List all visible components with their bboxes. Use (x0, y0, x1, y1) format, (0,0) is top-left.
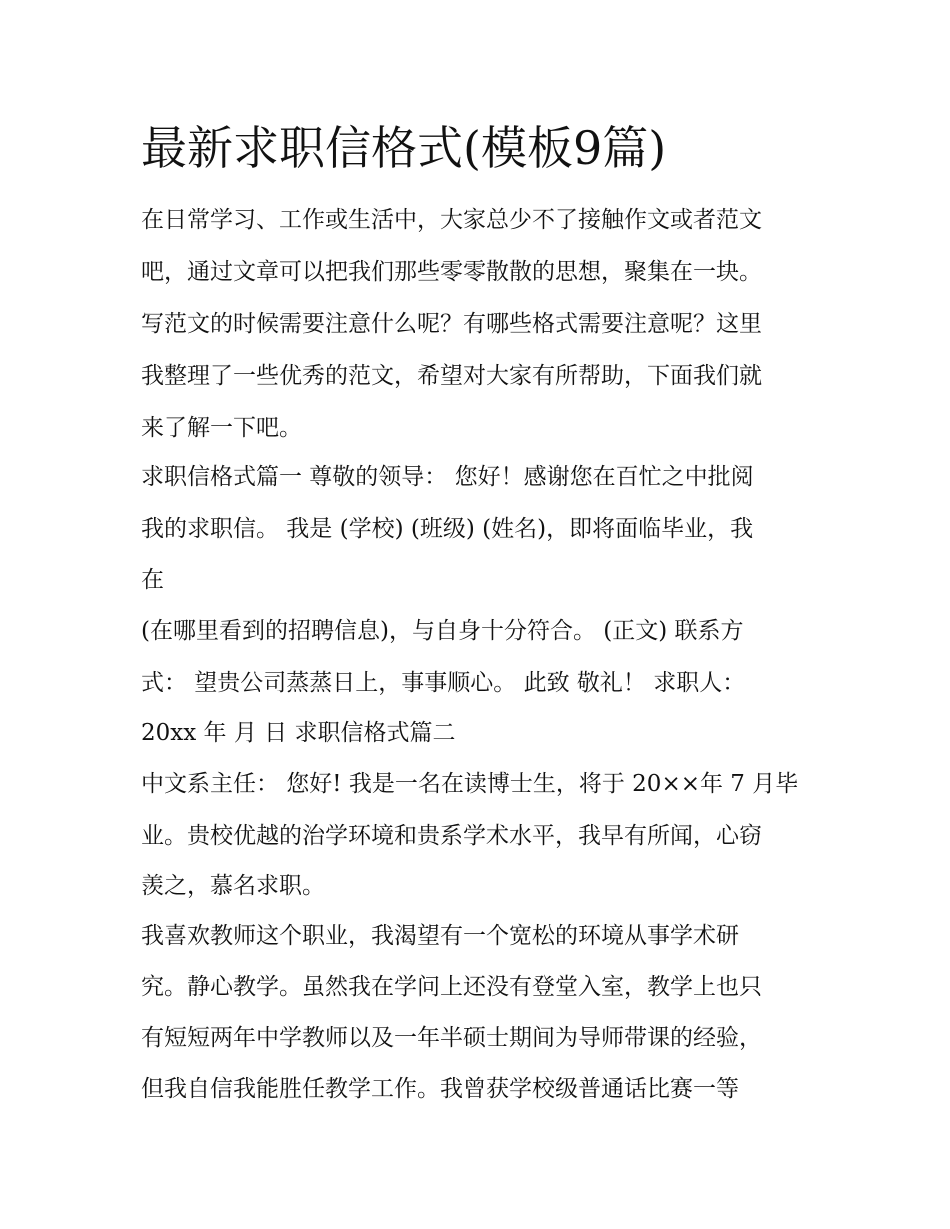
body-line: 求职信格式篇一 尊敬的领导： 您好！感谢您在百忙之中批阅 (141, 464, 754, 490)
body-line: 式： 望贵公司蒸蒸日上，事事顺心。 此致 敬礼！ 求职人： (141, 670, 746, 696)
body-line: 究。静心教学。虽然我在学问上还没有登堂入室，教学上也只 (141, 974, 762, 1000)
document-title: 最新求职信格式(模板9篇) (141, 121, 667, 175)
body-line: 中文系主任： 您好! 我是一名在读博士生，将于 20××年 7 月毕 (141, 771, 799, 797)
body-line: 业。贵校优越的治学环境和贵系学术水平，我早有所闻，心窃 (141, 823, 762, 849)
body-line: 我的求职信。 我是 (学校) (班级) (姓名)，即将面临毕业，我 (141, 516, 754, 542)
body-line: 写范文的时候需要注意什么呢？有哪些格式需要注意呢？这里 (141, 311, 762, 337)
body-line: 羡之，慕名求职。 (141, 873, 325, 899)
body-line: 我整理了一些优秀的范文，希望对大家有所帮助，下面我们就 (141, 363, 762, 389)
body-line: 在日常学习、工作或生活中，大家总少不了接触作文或者范文 (141, 207, 762, 233)
body-line: 20xx 年 月 日 求职信格式篇二 (141, 720, 456, 746)
body-line: 吧，通过文章可以把我们那些零零散散的思想，聚集在一块。 (141, 259, 762, 285)
body-line: 在 (141, 567, 164, 593)
body-line: 但我自信我能胜任教学工作。我曾获学校级普通话比赛一等 (141, 1076, 739, 1102)
body-line: (在哪里看到的招聘信息)，与自身十分符合。 (正文) 联系方 (141, 618, 744, 644)
body-line: 有短短两年中学教师以及一年半硕士期间为导师带课的经验， (141, 1025, 762, 1051)
body-line: 来了解一下吧。 (141, 415, 302, 441)
body-line: 我喜欢教师这个职业，我渴望有一个宽松的环境从事学术研 (141, 923, 739, 949)
